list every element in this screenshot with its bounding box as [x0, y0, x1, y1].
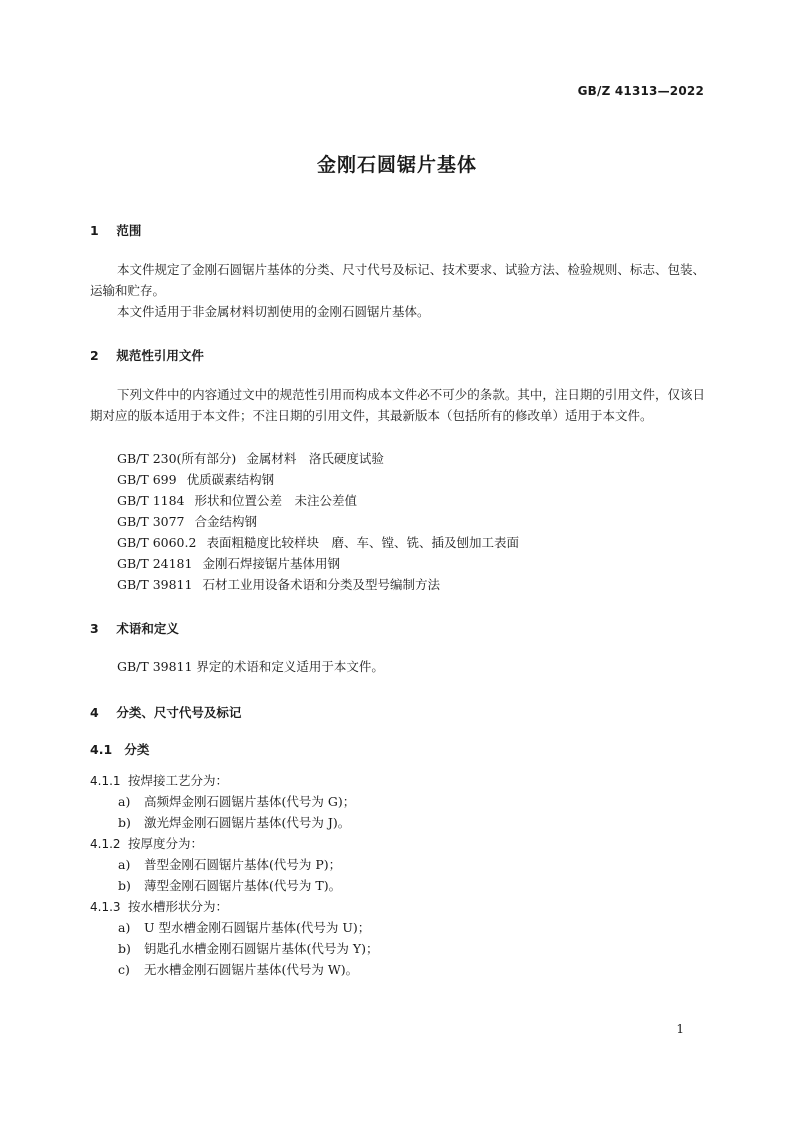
reference-title: 石材工业用设备术语和分类及型号编制方法: [202, 577, 440, 592]
reference-code: GB/T 699: [117, 472, 177, 487]
standard-code: GB/Z 41313—2022: [577, 84, 704, 98]
page-number: 1: [676, 1022, 684, 1036]
subsection-number: 4.1: [90, 742, 113, 757]
list-item: [118, 855, 341, 873]
clause-number: 4.1.3: [90, 900, 121, 914]
list-letter: a): [118, 857, 131, 872]
list-item: [118, 960, 358, 978]
list-text: 薄型金刚石圆锯片基体(代号为 T)。: [144, 878, 342, 893]
list-item: [118, 918, 370, 936]
section-3-heading: [90, 619, 179, 637]
list-letter: b): [118, 941, 131, 956]
paragraph: 本文件适用于非金属材料切割使用的金刚石圆锯片基体。: [117, 304, 430, 319]
section-number: 1: [90, 223, 99, 238]
section-title: 分类、尺寸代号及标记: [116, 705, 242, 720]
list-letter: a): [118, 920, 131, 935]
list-text: 钥匙孔水槽金刚石圆锯片基体(代号为 Y)；: [144, 941, 379, 956]
reference-code: GB/T 230(所有部分): [117, 451, 237, 466]
section-title: 术语和定义: [116, 621, 179, 636]
clause-text: 按水槽形状分为：: [127, 899, 228, 914]
list-text: 无水槽金刚石圆锯片基体(代号为 W)。: [144, 962, 359, 977]
paragraph: GB/T 39811 界定的术语和定义适用于本文件。: [117, 659, 384, 674]
subsection-4-1-heading: [90, 740, 149, 758]
paragraph: 本文件规定了金刚石圆锯片基体的分类、尺寸代号及标记、技术要求、试验方法、检验规则、标志、包装、运输和贮存。: [90, 262, 705, 298]
list-letter: c): [118, 962, 130, 977]
section-number: 2: [90, 348, 99, 363]
clause-text: 按焊接工艺分为：: [127, 773, 228, 788]
reference-code: GB/T 24181: [117, 556, 193, 571]
document-title: 金刚石圆锯片基体: [316, 154, 477, 176]
clause-number: 4.1.1: [90, 774, 121, 788]
reference-title: 形状和位置公差 未注公差值: [194, 493, 358, 508]
reference-item: [117, 491, 357, 509]
list-item: [118, 876, 341, 894]
list-text: 普型金刚石圆锯片基体(代号为 P)；: [144, 857, 342, 872]
list-text: 高频焊金刚石圆锯片基体(代号为 G)；: [144, 794, 356, 809]
paragraph: 下列文件中的内容通过文中的规范性引用而构成本文件必不可少的条款。其中，注日期的引用文件，仅该日期对应的版本适用于本文件；不注日期的引用文件，其最新版本（包括所有的修改单）适用于本文件。: [90, 387, 705, 423]
list-text: 激光焊金刚石圆锯片基体(代号为 J)。: [144, 815, 351, 830]
list-letter: a): [118, 794, 131, 809]
list-letter: b): [118, 878, 131, 893]
reference-code: GB/T 6060.2: [117, 535, 197, 550]
reference-item: [117, 575, 440, 593]
list-item: [118, 792, 355, 810]
reference-title: 金属材料 洛氏硬度试验: [246, 451, 384, 466]
reference-item: [117, 554, 340, 572]
subsection-title: 分类: [124, 742, 150, 757]
reference-title: 优质碳素结构钢: [186, 472, 275, 487]
section-number: 4: [90, 705, 99, 720]
section-1-heading: [90, 221, 141, 239]
clause-4-1-2: [90, 834, 203, 852]
reference-title: 合金结构钢: [194, 514, 258, 529]
list-text: U 型水槽金刚石圆锯片基体(代号为 U)；: [144, 920, 371, 935]
section-title: 范围: [116, 223, 142, 238]
list-letter: b): [118, 815, 131, 830]
reference-code: GB/T 1184: [117, 493, 185, 508]
reference-item: [117, 449, 384, 467]
reference-code: GB/T 3077: [117, 514, 185, 529]
reference-item: [117, 512, 257, 530]
reference-title: 表面粗糙度比较样块 磨、车、镗、铣、插及刨加工表面: [206, 535, 519, 550]
list-item: [118, 939, 378, 957]
section-4-heading: [90, 703, 241, 721]
clause-4-1-3: [90, 897, 228, 915]
reference-code: GB/T 39811: [117, 577, 193, 592]
reference-item: [117, 533, 519, 551]
section-title: 规范性引用文件: [116, 348, 204, 363]
section-2-heading: [90, 346, 204, 364]
section-number: 3: [90, 621, 99, 636]
clause-4-1-1: [90, 771, 228, 789]
list-item: [118, 813, 350, 831]
clause-number: 4.1.2: [90, 837, 121, 851]
reference-item: [117, 470, 274, 488]
clause-text: 按厚度分为：: [127, 836, 203, 851]
reference-title: 金刚石焊接锯片基体用钢: [202, 556, 340, 571]
